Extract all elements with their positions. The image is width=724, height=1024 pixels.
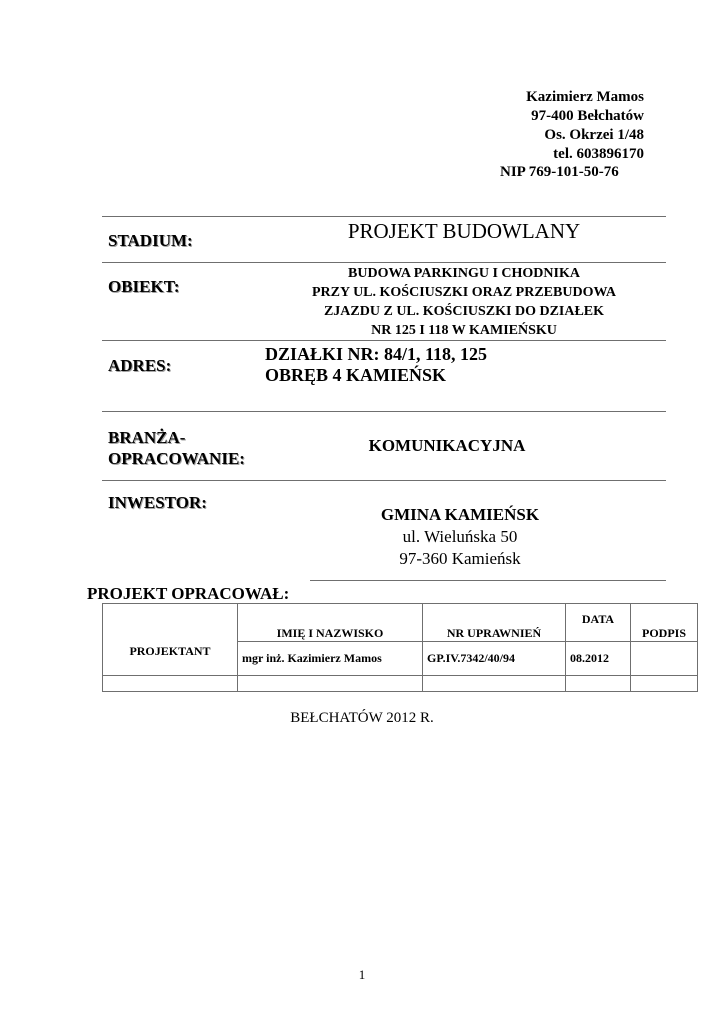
author-nip: NIP 769-101-50-76 (500, 164, 619, 180)
signature-table (102, 603, 698, 692)
branza-value: KOMUNIKACYJNA (368, 436, 526, 455)
divider (310, 580, 666, 581)
author-phone: tel. 603896170 (553, 146, 644, 162)
author-city: 97-400 Bełchatów (531, 108, 644, 124)
branza-label (108, 427, 245, 469)
table-row (103, 604, 698, 642)
header-signature: PODPIS (631, 604, 698, 642)
obiekt-line: BUDOWA PARKINGU I CHODNIKA (348, 266, 580, 281)
obiekt-line: NR 125 I 118 W KAMIEŃSKU (371, 323, 557, 338)
table-row (103, 676, 698, 692)
inwestor-value (302, 504, 618, 570)
header-name: IMIĘ I NAZWISKO (238, 604, 423, 642)
divider (102, 216, 666, 217)
obiekt-value (262, 264, 666, 340)
stadium-label: STADIUM: (108, 231, 193, 250)
inwestor-city: 97-360 Kamieńsk (399, 549, 521, 568)
adres-value (265, 344, 487, 386)
adres-line: DZIAŁKI NR: 84/1, 118, 125 (265, 344, 488, 364)
obiekt-line: ZJAZDU Z UL. KOŚCIUSZKI DO DZIAŁEK (323, 304, 605, 319)
divider (102, 411, 666, 412)
page-number: 1 (358, 967, 366, 982)
author-name: Kazimierz Mamos (526, 89, 644, 105)
author-street: Os. Okrzei 1/48 (544, 127, 644, 143)
place-date: BEŁCHATÓW 2012 R. (290, 710, 434, 726)
header-license: NR UPRAWNIEŃ (423, 604, 566, 642)
cell-signature (631, 642, 698, 676)
stadium-value: PROJEKT BUDOWLANY (347, 219, 581, 243)
inwestor-label: INWESTOR: (108, 493, 207, 512)
divider (102, 262, 666, 263)
row-label: PROJEKTANT (103, 604, 238, 676)
inwestor-street: ul. Wieluńska 50 (402, 527, 518, 546)
divider (102, 480, 666, 481)
cell-name: mgr inż. Kazimierz Mamos (238, 642, 423, 676)
adres-label: ADRES: (108, 356, 172, 375)
adres-line: OBRĘB 4 KAMIEŃSK (265, 365, 447, 385)
branza-label-line: BRANŻA- (108, 428, 186, 447)
obiekt-line: PRZY UL. KOŚCIUSZKI ORAZ PRZEBUDOWA (311, 285, 617, 300)
cell-date: 08.2012 (566, 642, 631, 676)
cell-license: GP.IV.7342/40/94 (423, 642, 566, 676)
header-date: DATA (566, 604, 631, 642)
branza-label-line: OPRACOWANIE: (108, 449, 245, 468)
author-block (526, 88, 644, 164)
table-title: PROJEKT OPRACOWAŁ: (87, 584, 290, 603)
obiekt-label: OBIEKT: (108, 277, 180, 296)
divider (102, 340, 666, 341)
inwestor-name: GMINA KAMIEŃSK (380, 505, 540, 524)
